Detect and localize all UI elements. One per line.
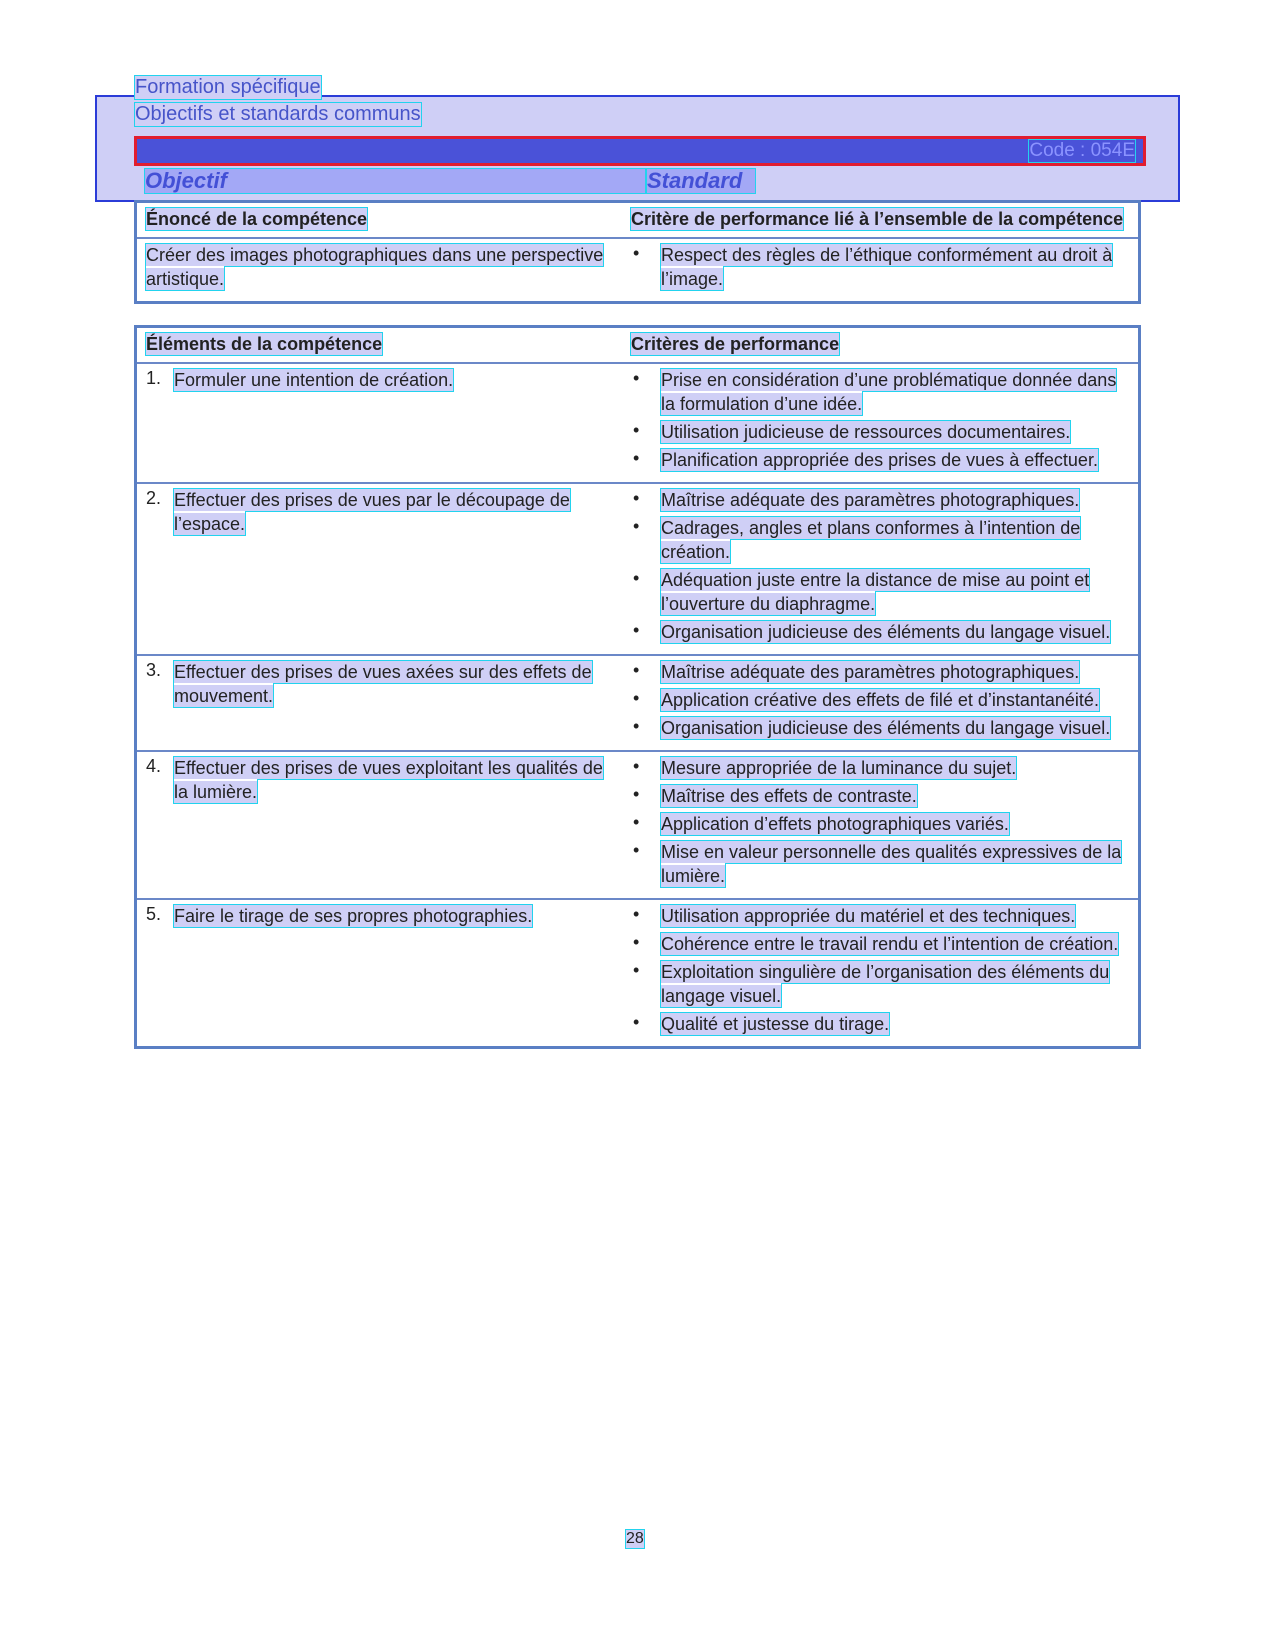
table-header-row [136,327,1140,364]
table-cell [622,655,1140,751]
criteria-overall-heading: Critère de performance lié à l’ensemble de la compétence [631,209,1124,229]
criteria-list [631,368,1130,472]
element-number: 2. [146,488,162,508]
list-item: • Prise en considération d’une problématique donnée dans la formulation d’une idée. [631,368,1130,416]
criteria-list [631,488,1130,644]
column-heading-standard: Standard [647,169,755,193]
table-row [136,483,1140,655]
element-text: Effectuer des prises de vues exploitant les qualités de la lumière. [174,758,603,802]
table-row [136,655,1140,751]
criteria-list [631,243,1130,291]
column-heading-objectif: Objectif [145,169,645,193]
elements-heading: Éléments de la compétence [146,334,383,354]
table-cell [622,751,1140,899]
list-item: • Maîtrise des effets de contraste. [631,784,1130,808]
table-row [136,363,1140,483]
element-number: 4. [146,756,162,776]
table-cell [622,899,1140,1048]
subsection-title: Objectifs et standards communs [135,103,421,125]
header-cell [136,202,623,239]
code-bar [134,136,1146,166]
table-row [136,238,1140,303]
element-text: Effectuer des prises de vues axées sur des effets de mouvement. [174,662,592,706]
element-number: 1. [146,368,162,388]
element-number: 5. [146,904,162,924]
criteria-heading: Critères de performance [631,334,840,354]
table-cell [622,238,1140,303]
list-item: • Maîtrise adéquate des paramètres photographiques. [631,660,1130,684]
program-code: Code : 054E [1029,140,1135,161]
header-cell [622,202,1140,239]
list-item: • Mesure appropriée de la luminance du sujet. [631,756,1130,780]
table-cell [136,238,623,303]
list-item: • Respect des règles de l’éthique conformément au droit à l’image. [631,243,1130,291]
list-item: • Qualité et justesse du tirage. [631,1012,1130,1036]
element-text: Effectuer des prises de vues par le découpage de l’espace. [174,490,570,534]
table-row [136,899,1140,1048]
table-row [136,751,1140,899]
element-number: 3. [146,660,162,680]
list-item: • Application d’effets photographiques variés. [631,812,1130,836]
list-item: • Mise en valeur personnelle des qualités expressives de la lumière. [631,840,1130,888]
list-item: • Exploitation singulière de l’organisation des éléments du langage visuel. [631,960,1130,1008]
table-cell [136,655,623,751]
table-header-row [136,202,1140,239]
page-number: 28 [626,1530,644,1547]
list-item: • Maîtrise adéquate des paramètres photographiques. [631,488,1130,512]
criteria-list [631,660,1130,740]
enonce-table [134,200,1141,304]
table-cell [622,483,1140,655]
table-cell [136,899,623,1048]
element-text: Faire le tirage de ses propres photographies. [174,906,533,926]
enonce-heading: Énoncé de la compétence [146,209,368,229]
list-item: • Utilisation appropriée du matériel et des techniques. [631,904,1130,928]
list-item: • Utilisation judicieuse de ressources documentaires. [631,420,1130,444]
list-item: • Organisation judicieuse des éléments du langage visuel. [631,620,1130,644]
table-cell [622,363,1140,483]
table-cell [136,483,623,655]
header-cell [136,327,623,364]
competence-statement: Créer des images photographiques dans une perspective artistique. [146,245,604,289]
criteria-list [631,756,1130,888]
list-item: • Adéquation juste entre la distance de mise au point et l’ouverture du diaphragme. [631,568,1130,616]
element-text: Formuler une intention de création. [174,370,454,390]
table-cell [136,751,623,899]
list-item: • Planification appropriée des prises de vues à effectuer. [631,448,1130,472]
table-cell [136,363,623,483]
list-item: • Application créative des effets de filé et d’instantanéité. [631,688,1130,712]
header-cell [622,327,1140,364]
list-item: • Organisation judicieuse des éléments du langage visuel. [631,716,1130,740]
elements-table [134,325,1141,1049]
list-item: • Cohérence entre le travail rendu et l’intention de création. [631,932,1130,956]
criteria-list [631,904,1130,1036]
list-item: • Cadrages, angles et plans conformes à l’intention de création. [631,516,1130,564]
section-title: Formation spécifique [135,76,321,98]
